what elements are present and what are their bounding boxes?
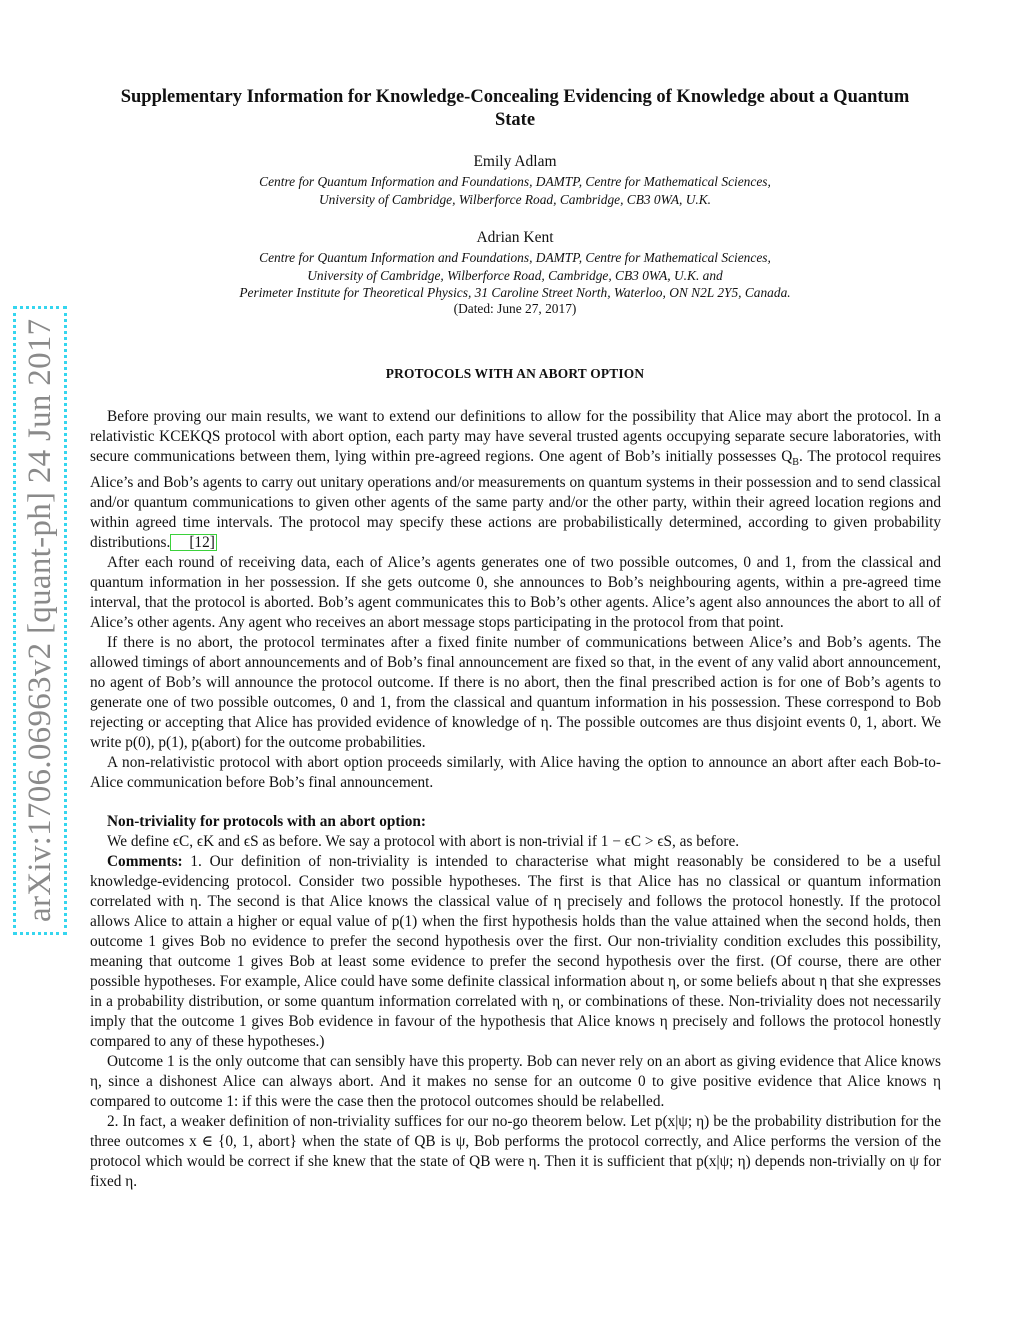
section-heading: PROTOCOLS WITH AN ABORT OPTION [385,366,645,381]
affiliation-line: University of Cambridge, Wilberforce Road, Cambridge, CB3 0WA, U.K. and [307,267,723,283]
citation-link[interactable]: [12] [170,534,217,551]
paragraph-6-text: 1. Our definition of non-triviality is intended to characterise what might reasonably be considered to be a useful knowledge-evidencing protocol. Consider two possible hypotheses. The first is that Alice has no classical or quantum information correlated with η. The second is that Alice knows the classical value of η precisely and follows the protocol honestly. If the protocol allows Alice to attain a higher or equal value of p(1) when the first hypothesis holds than the value attained when the second holds, then outcome 1 gives Bob no evidence to prefer the second hypothesis over the first. Our non-triviality condition excludes this possibility, meaning that outcome 1 gives Bob at least some evidence to prefer the second hypothesis over the first. (Of course, there are other possible hypotheses. For example, Alice could have some definite classical information about η, or some beliefs about η that she expresses in a probability distribution, or some quantum information correlated with η, or combinations of these. Non-triviality does not necessarily imply that the outcome 1 gives Bob evidence in favour of the hypothesis that Alice knows η precisely and follows the protocol honestly compared to any of these hypotheses.) [90,853,941,1051]
title-line-1: Supplementary Information for Knowledge-Concealing Evidencing of Knowledge about a Quantum [120,87,910,107]
paragraph-5: We define ϵC, ϵK and ϵS as before. We say a protocol with abort is non-trivial if 1 − ϵC > ϵS, as before. [107,833,740,851]
paragraph-1-subscript: B [792,457,799,469]
affiliation-line: Centre for Quantum Information and Foundations, DAMTP, Centre for Mathematical Sciences, [259,250,771,265]
paragraph-3: If there is no abort, the protocol terminates after a fixed finite number of communications between Alice’s and Bob’s agents. The allowed timings of abort announcements and of Bob’s final announcement are fixed so that, in the event of any valid abort announcement, no agent of Bob’s will announce the protocol outcome. If there is no abort, then the final prescribed action is for one of Bob’s agents to generate one of two possible outcomes, 0 and 1, from the classical and quantum information in his possession. These correspond to Bob rejecting or accepting that Alice has provided evidence of knowledge of η. The possible outcomes are thus disjoint events 0, 1, abort. We write p(0), p(1), p(abort) for the outcome probabilities. [90,634,941,752]
paragraph-6 [90,852,941,1052]
paragraph-8: 2. In fact, a weaker definition of non-triviality suffices for our no-go theorem below. Let p(x|ψ; η) be the probability distribution for the three outcomes x ∈ {0, 1, abort} when the state of QB is ψ, Bob performs the protocol correctly, and Alice performs the version of the protocol which would be correct if she knew that the state of QB were η. Then it is sufficient that p(x|ψ; η) depends non-trivially on ψ for fixed η. [90,1113,941,1191]
affiliation-line: University of Cambridge, Wilberforce Road, Cambridge, CB3 0WA, U.K. [318,191,712,207]
dated-line: (Dated: June 27, 2017) [453,301,577,316]
author-name-2: Adrian Kent [476,229,554,246]
paragraph-2: After each round of receiving data, each of Alice’s agents generates one of two possible outcomes, 0 and 1, from the classical and quantum information in her possession. If she gets outcome 0, she announces to Bob’s neighbouring agents, within a pre-agreed time interval, that the protocol is aborted. Bob’s agent communicates this to Bob’s other agents. Alice’s agent also announces the abort to all of Alice’s other agents. Any agent who receives an abort message stops participating in the protocol from that point. [90,554,941,632]
author-name-1: Emily Adlam [473,153,557,170]
comments-label: Comments: [107,853,183,871]
paragraph-7: Outcome 1 is the only outcome that can sensibly have this property. Bob can never rely on an abort as giving evidence that Alice knows η, since a dishonest Alice can always abort. And it makes no sense for an outcome 0 to give positive evidence that Alice knows η compared to outcome 1: if this were the case then the protocol outcomes should be relabelled. [90,1053,941,1111]
paragraph-1 [90,407,941,553]
author-affiliation-1 [80,173,950,208]
paragraph-1-text-a: Before proving our main results, we want to extend our definitions to allow for the possibility that Alice may abort the protocol. In a relativistic KCEKQS protocol with abort option, each party may have several trusted agents occupying separate secure laboratories, with secure communications between them, lying within pre-agreed regions. One agent of Bob’s initially possesses Q [90,408,941,465]
spacer [90,793,941,812]
affiliation-line: Perimeter Institute for Theoretical Physics, 31 Caroline Street North, Waterloo, ON N2L 2Y5, Canada. [239,285,791,300]
author-affiliation-2 [80,249,950,302]
subsection-heading: Non-triviality for protocols with an abort option: [107,813,426,831]
title-line-2: State [494,110,536,130]
section-body [90,407,941,1192]
arxiv-identifier-stamp[interactable]: arXiv:1706.06963v2 [quant-ph] 24 Jun 2017 [20,313,60,928]
paragraph-4: A non-relativistic protocol with abort option proceeds similarly, with Alice having the option to announce an abort after each Bob-to-Alice communication before Bob’s final announcement. [90,754,941,792]
affiliation-line: Centre for Quantum Information and Foundations, DAMTP, Centre for Mathematical Sciences, [259,174,771,189]
paper-title [80,86,950,132]
paragraph-1-text-b: . The protocol requires Alice’s and Bob’s agents to carry out unitary operations and/or measurements on quantum systems in their possession and to send classical and/or quantum communications to given other agents of the same party and/or the other party, within their agreed location regions and within agreed time intervals. The protocol may specify these actions are probabilistically determined, according to given probability distributions. [90,448,941,552]
